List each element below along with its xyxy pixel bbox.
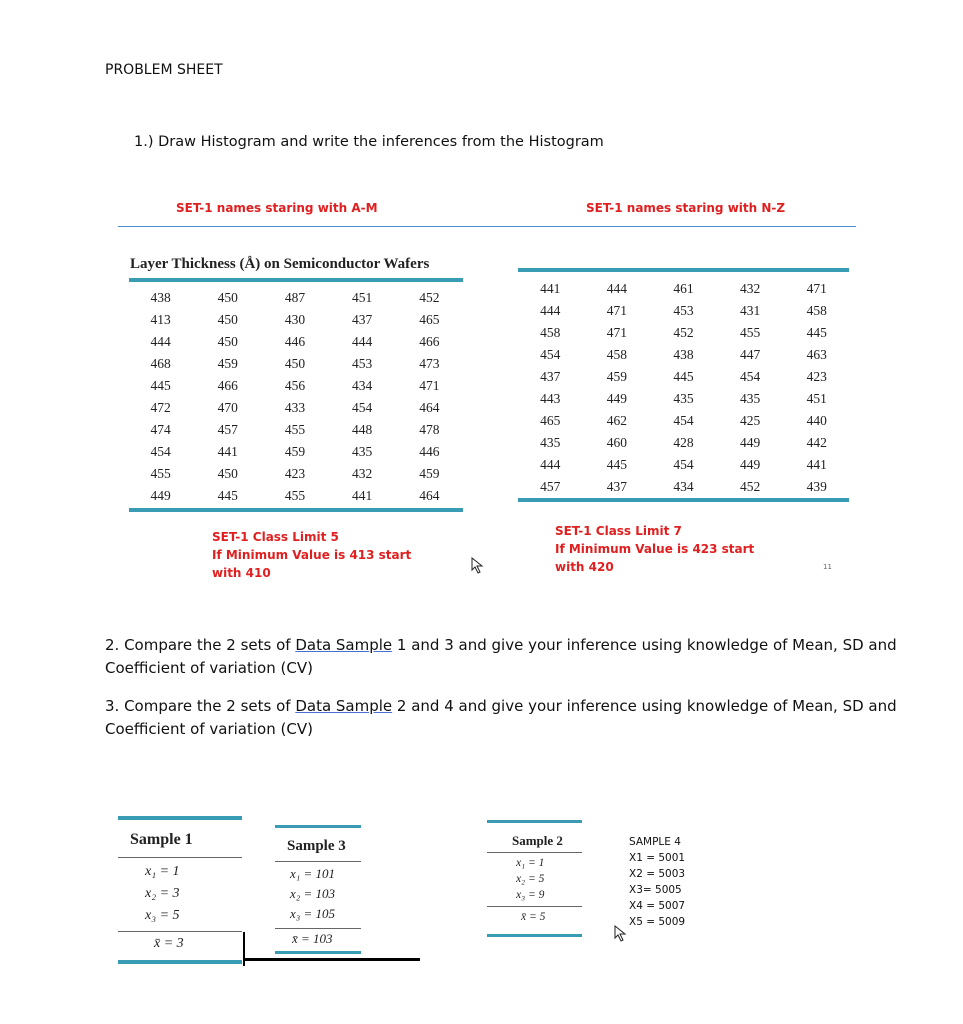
table-cell: 471 <box>606 303 628 318</box>
section-divider <box>118 226 856 227</box>
table-cell: 478 <box>419 422 440 437</box>
table-cell: 441 <box>806 457 827 472</box>
table-cell: 437 <box>352 312 373 327</box>
q3-link: Data Sample <box>295 697 393 715</box>
table-cell: 459 <box>606 369 628 384</box>
table-cell: 454 <box>150 444 171 459</box>
table2-bottom-rule <box>518 498 849 502</box>
table-cell: 449 <box>606 391 628 406</box>
table-cell: 423 <box>284 466 306 481</box>
table-row <box>517 322 850 344</box>
table-cell: 428 <box>673 435 694 450</box>
table-cell: 471 <box>806 281 827 296</box>
table-cell: 423 <box>806 369 827 384</box>
table-cell: 444 <box>606 281 628 296</box>
q3-text-2: 2 and 4 and give your inference using knowledge of Mean, SD and <box>392 697 897 715</box>
table-cell: 449 <box>739 435 761 450</box>
table-cell: 432 <box>739 281 761 296</box>
table-cell: 454 <box>673 413 694 428</box>
q3-text: 3. Compare the 2 sets of <box>105 697 296 715</box>
table-row <box>517 344 850 366</box>
table-cell: 442 <box>806 435 827 450</box>
note-line: with 420 <box>555 560 614 574</box>
sample2-title: Sample 2 <box>512 833 563 848</box>
table-cell: 454 <box>673 457 694 472</box>
sample4-block <box>629 834 685 930</box>
table-cell: 435 <box>540 435 561 450</box>
table-border-bottom <box>243 958 420 961</box>
mouse-pointer-icon <box>471 557 485 575</box>
table-cell: 458 <box>540 325 561 340</box>
table-row <box>127 287 463 309</box>
table-row <box>127 419 463 441</box>
table-cell: 453 <box>352 356 373 371</box>
table-cell: 437 <box>606 479 628 494</box>
table-cell: 457 <box>540 479 561 494</box>
sample2-row: x₁ = 1 <box>516 857 545 869</box>
sample3-mean: x̄ = 103 <box>292 931 333 946</box>
sample1-row: x₂ = 3 <box>145 886 180 901</box>
table-cell: 461 <box>673 281 694 296</box>
table-cell: 458 <box>606 347 628 362</box>
table-row <box>127 353 463 375</box>
sample1-values <box>145 861 180 927</box>
table-cell: 435 <box>739 391 761 406</box>
table-row <box>127 441 463 463</box>
table-cell: 487 <box>284 290 306 305</box>
table-cell: 472 <box>150 400 171 415</box>
table-cell: 445 <box>150 378 171 393</box>
table-cell: 451 <box>806 391 827 406</box>
sample3-values <box>290 864 335 924</box>
sample1-title: Sample 1 <box>130 831 193 848</box>
table-cell: 449 <box>739 457 761 472</box>
table-cell: 450 <box>217 290 238 305</box>
table-cell: 434 <box>352 378 373 393</box>
table-row <box>127 309 463 331</box>
table-cell: 413 <box>150 312 171 327</box>
sample1-divider <box>118 857 242 858</box>
sample3-divider-2 <box>275 928 361 929</box>
note-line: SET-1 Class Limit 7 <box>555 524 682 538</box>
table-cell: 452 <box>739 479 761 494</box>
question-2 <box>105 634 905 680</box>
table-cell: 460 <box>606 435 628 450</box>
table-cell: 430 <box>284 312 306 327</box>
table2-top-rule <box>518 268 849 272</box>
table-row <box>517 432 850 454</box>
sample2-row: x₂ = 5 <box>516 873 545 885</box>
table-cell: 445 <box>606 457 628 472</box>
page-number: 11 <box>823 563 832 571</box>
question-3 <box>105 695 905 741</box>
table-cell: 465 <box>540 413 561 428</box>
sample4-row: X5 = 5009 <box>629 916 686 928</box>
table-cell: 451 <box>352 290 373 305</box>
sample2-row: x₃ = 9 <box>516 889 545 901</box>
table-row <box>127 397 463 419</box>
table-cell: 441 <box>352 488 373 503</box>
set-am-label: SET-1 names staring with A-M <box>176 201 378 215</box>
table-cell: 463 <box>806 347 827 362</box>
sample4-row: X4 = 5007 <box>629 900 686 912</box>
table-cell: 435 <box>673 391 694 406</box>
table-cell: 444 <box>540 303 561 318</box>
table2-data <box>517 278 850 498</box>
table-cell: 452 <box>419 290 440 305</box>
sample4-title: SAMPLE 4 <box>629 836 681 848</box>
table-cell: 446 <box>284 334 306 349</box>
sample4-row: X1 = 5001 <box>629 852 686 864</box>
table-row <box>517 278 850 300</box>
table-cell: 455 <box>739 325 761 340</box>
table-cell: 438 <box>150 290 171 305</box>
sample3-divider <box>275 861 361 862</box>
table-cell: 456 <box>284 378 306 393</box>
table-cell: 441 <box>217 444 238 459</box>
table-cell: 455 <box>150 466 171 481</box>
mouse-pointer-icon <box>614 925 628 943</box>
table-row <box>127 463 463 485</box>
table-cell: 466 <box>217 378 238 393</box>
table-row <box>517 454 850 476</box>
table-cell: 459 <box>284 444 306 459</box>
sample3-bottom-rule <box>275 951 361 954</box>
table-cell: 443 <box>540 391 561 406</box>
sample2-divider-2 <box>487 906 582 907</box>
table1-data <box>127 287 463 507</box>
table-row <box>517 388 850 410</box>
table-cell: 455 <box>284 422 306 437</box>
sample2-values <box>516 855 544 903</box>
q3-line2: Coefficient of variation (CV) <box>105 720 313 738</box>
q2-text: 2. Compare the 2 sets of <box>105 636 296 654</box>
table-cell: 468 <box>150 356 171 371</box>
table-row <box>127 375 463 397</box>
table-cell: 433 <box>284 400 306 415</box>
table-row <box>127 331 463 353</box>
table-cell: 459 <box>217 356 238 371</box>
sample4-row: X2 = 5003 <box>629 868 686 880</box>
table-row <box>517 300 850 322</box>
q2-text-2: 1 and 3 and give your inference using knowledge of Mean, SD and <box>392 636 897 654</box>
sample1-row: x₁ = 1 <box>145 864 180 879</box>
table-cell: 445 <box>673 369 694 384</box>
table1-top-rule <box>129 278 463 282</box>
table-cell: 454 <box>352 400 373 415</box>
q2-link: Data Sample <box>295 636 393 654</box>
table-cell: 474 <box>150 422 171 437</box>
note-line: with 410 <box>212 566 271 580</box>
table-cell: 434 <box>673 479 694 494</box>
table-cell: 445 <box>217 488 238 503</box>
note-set-nz <box>555 522 754 576</box>
sample2-divider <box>487 852 582 853</box>
table-cell: 470 <box>217 400 238 415</box>
q2-line2: Coefficient of variation (CV) <box>105 659 313 677</box>
table-cell: 471 <box>606 325 628 340</box>
sample3-row: x₃ = 105 <box>290 906 336 921</box>
table-cell: 462 <box>606 413 628 428</box>
sample2-mean: x̄ = 5 <box>521 911 546 923</box>
table-cell: 450 <box>217 312 238 327</box>
note-set-am <box>212 528 411 582</box>
note-line: If Minimum Value is 423 start <box>555 542 755 556</box>
page-title: PROBLEM SHEET <box>105 62 223 78</box>
table-cell: 439 <box>806 479 827 494</box>
table-row <box>517 366 850 388</box>
table-cell: 441 <box>540 281 561 296</box>
table-cell: 432 <box>352 466 373 481</box>
table-cell: 464 <box>419 488 440 503</box>
sample1-bottom-rule <box>118 960 242 964</box>
question-1: 1.) Draw Histogram and write the inferences from the Histogram <box>134 134 604 150</box>
table-cell: 449 <box>150 488 171 503</box>
table-cell: 425 <box>739 413 761 428</box>
table-cell: 447 <box>739 347 761 362</box>
sample2-bottom-rule <box>487 934 582 937</box>
table-cell: 452 <box>673 325 694 340</box>
table-cell: 455 <box>284 488 306 503</box>
note-line: SET-1 Class Limit 5 <box>212 530 339 544</box>
table-cell: 435 <box>352 444 373 459</box>
table-cell: 446 <box>419 444 440 459</box>
table-cell: 450 <box>217 334 238 349</box>
table-cell: 444 <box>150 334 171 349</box>
table-cell: 466 <box>419 334 440 349</box>
table-cell: 454 <box>540 347 561 362</box>
table-cell: 431 <box>739 303 761 318</box>
set-nz-label: SET-1 names staring with N-Z <box>586 201 786 215</box>
table-cell: 444 <box>352 334 373 349</box>
sample3-title: Sample 3 <box>287 838 346 854</box>
sample3-top-rule <box>275 825 361 828</box>
table-cell: 454 <box>739 369 761 384</box>
table-cell: 437 <box>540 369 561 384</box>
sample1-divider-2 <box>118 931 242 932</box>
sample1-mean: x̄ = 3 <box>154 936 184 951</box>
table-cell: 457 <box>217 422 238 437</box>
sample2-top-rule <box>487 820 582 823</box>
sample1-row: x₃ = 5 <box>145 908 180 923</box>
table-cell: 459 <box>419 466 440 481</box>
note-line: If Minimum Value is 413 start <box>212 548 412 562</box>
sample4-row: X3= 5005 <box>629 884 682 896</box>
table-cell: 440 <box>806 413 827 428</box>
table-cell: 464 <box>419 400 440 415</box>
table-cell: 473 <box>419 356 440 371</box>
sample3-row: x₂ = 103 <box>290 886 336 901</box>
table-row <box>127 485 463 507</box>
table-cell: 445 <box>806 325 827 340</box>
table-cell: 458 <box>806 303 827 318</box>
table-cell: 465 <box>419 312 440 327</box>
table-cell: 450 <box>217 466 238 481</box>
table-row <box>517 476 850 498</box>
table1-title: Layer Thickness (Å) on Semiconductor Wafers <box>130 256 430 272</box>
table-cell: 438 <box>673 347 694 362</box>
sample1-top-rule <box>118 816 242 820</box>
table-cell: 444 <box>540 457 561 472</box>
table-cell: 448 <box>352 422 373 437</box>
table1-bottom-rule <box>129 508 463 512</box>
table-cell: 453 <box>673 303 694 318</box>
sample3-row: x₁ = 101 <box>290 866 336 881</box>
table-cell: 471 <box>419 378 440 393</box>
table-row <box>517 410 850 432</box>
table-cell: 450 <box>284 356 306 371</box>
